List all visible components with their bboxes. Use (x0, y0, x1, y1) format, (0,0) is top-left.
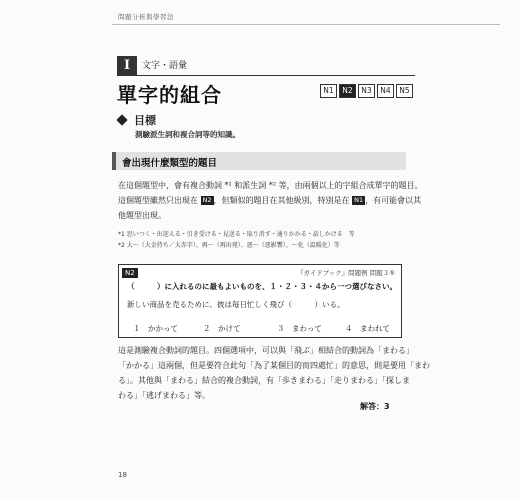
explanation-line-2: 「かかる」這兩個，但是要符合此句「為了某個目的而四處忙」的意思，則是要用「まわ (118, 361, 430, 370)
option-1: １ かかって (133, 324, 178, 333)
answer-label: 解答：3 (360, 402, 390, 411)
footnote-2: *2 大～（大金持ち／大赤字）、再～（再出発）、悪～（悪影響）、～化（温暖化）等 (118, 242, 340, 249)
level-badge-n4: N4 (377, 84, 394, 98)
option-2: ２ かけて (203, 324, 241, 333)
explanation-line-3: る」。其他與「まわる」結合的複合動詞，有「歩きまわる」「走りまわる」「探しま (118, 376, 410, 385)
intro-line-1: 在這個題型中，會有複合動詞 *¹ 和派生詞 *² 等，由兩個以上的字組合成單字的題目。 (118, 181, 423, 190)
explanation-line-1: 這是測驗複合動詞的題目。四個選項中，可以與「飛ぶ」相結合的動詞為「まわる」 (118, 346, 414, 355)
question-sentence: 新しい商品を売るために、彼は毎日忙しく飛び（ ）いる。 (127, 300, 345, 309)
question-reference: 『ガイドブック』問題例 問題３⑤ (296, 269, 395, 277)
level-tag: N2 (202, 196, 212, 204)
intro-line-3: 他題型出現。 (118, 211, 166, 220)
level-badges (320, 84, 413, 98)
goal-heading: 目標 (134, 114, 156, 127)
page-number: 18 (118, 471, 127, 479)
question-level-tag: N2 (122, 268, 138, 278)
intro-text: ，但類似的題目在其他級別，特別是在 (213, 196, 353, 205)
page-title: 單字的組合 (117, 83, 222, 107)
diamond-bullet-icon (116, 114, 127, 125)
explanation-line-4: わる」「逃げまわる」等。 (118, 391, 210, 400)
question-instruction: （ ）に入れるのに最もよいものを、１・２・３・４から一つ選びなさい。 (127, 282, 397, 291)
running-header: 問題分析與學習法 (118, 13, 174, 21)
section-number: I (117, 56, 137, 76)
level-badge-n3: N3 (358, 84, 375, 98)
level-tag: N1 (354, 196, 364, 204)
intro-text: 這個題型雖然只出現在 (118, 196, 201, 205)
level-badge-n5: N5 (396, 84, 413, 98)
footnote-1: *1 思いつく・出迎える・引き受ける・見送る・取り消す・通りかかる・話しかける 等 (118, 231, 355, 238)
intro-text: ，有可能會以其 (365, 196, 422, 205)
level-badge-n1: N1 (320, 84, 337, 98)
level-badge-n2: N2 (339, 84, 356, 98)
option-3: ３ まわって (277, 324, 322, 333)
question-box (118, 264, 402, 338)
header-divider (112, 24, 500, 25)
section-label: 文字・語彙 (142, 61, 188, 71)
section-rule (137, 75, 415, 76)
option-4: ４ まわれて (345, 324, 390, 333)
intro-line-2 (118, 195, 421, 206)
goal-description: 測驗派生詞和複合詞等的知識。 (135, 130, 240, 139)
band-title: 會出現什麼類型的題目 (122, 158, 218, 169)
goal-heading-row (118, 112, 156, 128)
